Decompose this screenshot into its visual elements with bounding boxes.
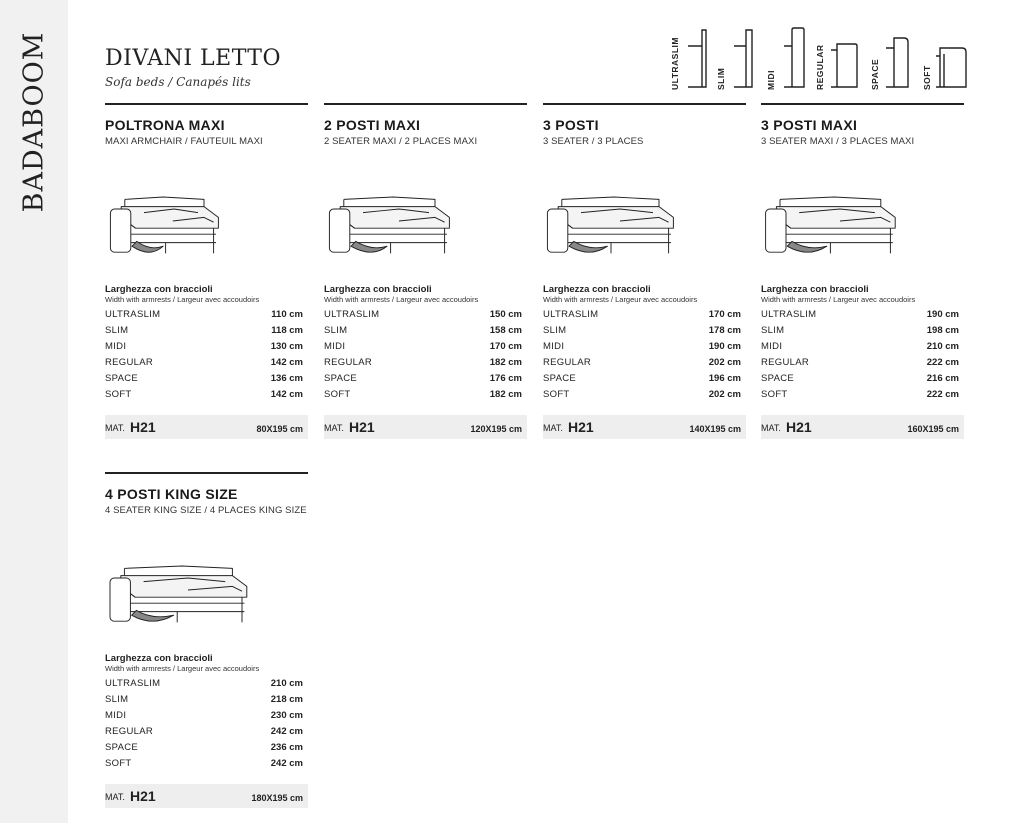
table-row: [324, 354, 527, 370]
row-value: 190 cm: [708, 341, 741, 352]
table-row: [105, 322, 308, 338]
table-row: [105, 306, 308, 322]
row-value: 118 cm: [271, 325, 303, 336]
width-sublabel: Width with armrests / Largeur avec accoudoirs: [324, 295, 479, 304]
row-label: ULTRASLIM: [324, 309, 380, 320]
row-label: SPACE: [324, 373, 358, 384]
row-value: 170 cm: [708, 309, 741, 320]
row-label: SPACE: [105, 373, 139, 384]
mattress-bar: [105, 415, 308, 439]
row-value: 110 cm: [271, 309, 303, 320]
row-label: MIDI: [105, 710, 127, 721]
sidebar: [0, 0, 68, 823]
row-value: 142 cm: [270, 357, 303, 368]
mattress-bar: [761, 415, 964, 439]
row-label: SPACE: [761, 373, 795, 384]
armrest-regular-icon: [829, 24, 859, 90]
table-row: [761, 370, 964, 386]
row-label: REGULAR: [761, 357, 810, 368]
armrest-slim-icon: [730, 24, 756, 90]
row-value: 130 cm: [270, 341, 303, 352]
product-name: 3 POSTI: [543, 117, 599, 133]
row-value: 218 cm: [270, 694, 303, 705]
table-row: [105, 755, 308, 771]
armrest-label: SOFT: [922, 65, 932, 90]
row-value: 222 cm: [926, 389, 959, 400]
mat-label: MAT.: [105, 792, 125, 802]
row-label: SPACE: [105, 742, 139, 753]
row-value: 230 cm: [270, 710, 303, 721]
row-label: SLIM: [105, 325, 129, 336]
divider: [105, 472, 308, 474]
sofa-bed-icon: [326, 191, 460, 263]
table-row: [761, 338, 964, 354]
sofa-bed-icon: [545, 191, 683, 263]
row-value: 142 cm: [270, 389, 303, 400]
row-value: 136 cm: [270, 373, 303, 384]
sofa-bed-icon: [107, 560, 257, 632]
row-value: 210 cm: [926, 341, 959, 352]
mat-label: MAT.: [543, 423, 563, 433]
row-value: 176 cm: [489, 373, 522, 384]
width-sublabel: Width with armrests / Largeur avec accoudoirs: [761, 295, 916, 304]
row-value: 242 cm: [270, 758, 303, 769]
width-table: [105, 675, 308, 771]
row-value: 202 cm: [708, 389, 741, 400]
table-row: [761, 386, 964, 402]
table-row: [543, 322, 746, 338]
row-value: 196 cm: [708, 373, 741, 384]
armrest-label: MIDI: [766, 70, 776, 90]
row-value: 216 cm: [926, 373, 959, 384]
mattress-bar: [324, 415, 527, 439]
brand-logo: BADABOOM: [18, 31, 50, 213]
table-row: [105, 691, 308, 707]
armrest-ultraslim-icon: [684, 24, 710, 90]
row-label: ULTRASLIM: [761, 309, 817, 320]
mat-label: MAT.: [761, 423, 781, 433]
product-name: 2 POSTI MAXI: [324, 117, 421, 133]
table-row: [324, 386, 527, 402]
width-table: [543, 306, 746, 402]
width-table: [105, 306, 308, 402]
row-value: 182 cm: [489, 357, 522, 368]
row-label: MIDI: [761, 341, 783, 352]
table-row: [543, 306, 746, 322]
row-value: 222 cm: [926, 357, 959, 368]
table-row: [324, 306, 527, 322]
armrest-midi-icon: [780, 24, 806, 90]
row-label: SOFT: [105, 389, 132, 400]
divider: [324, 103, 527, 105]
product-subtitle: 2 SEATER MAXI / 2 PLACES MAXI: [324, 136, 478, 147]
row-value: 190 cm: [926, 309, 959, 320]
table-row: [761, 306, 964, 322]
sofa-bed-icon: [763, 191, 905, 263]
mat-label: MAT.: [324, 423, 344, 433]
row-label: SOFT: [324, 389, 351, 400]
row-value: 158 cm: [489, 325, 522, 336]
row-label: SLIM: [105, 694, 129, 705]
width-label: Larghezza con braccioli: [543, 284, 651, 295]
page-title: DIVANI LETTO: [105, 46, 282, 71]
width-label: Larghezza con braccioli: [324, 284, 432, 295]
width-label: Larghezza con braccioli: [761, 284, 869, 295]
table-row: [105, 739, 308, 755]
row-label: REGULAR: [543, 357, 592, 368]
table-row: [324, 338, 527, 354]
mat-code: H21: [130, 788, 156, 804]
table-row: [105, 338, 308, 354]
divider: [761, 103, 964, 105]
row-value: 150 cm: [489, 309, 522, 320]
table-row: [105, 386, 308, 402]
mat-code: H21: [130, 419, 156, 435]
width-table: [324, 306, 527, 402]
row-value: 170 cm: [489, 341, 522, 352]
armrest-label: ULTRASLIM: [670, 37, 680, 90]
divider: [543, 103, 746, 105]
row-label: REGULAR: [324, 357, 373, 368]
mattress-size: 120X195 cm: [470, 424, 522, 434]
product-name: 4 POSTI KING SIZE: [105, 486, 238, 502]
row-label: SOFT: [761, 389, 788, 400]
table-row: [324, 370, 527, 386]
product-subtitle: 3 SEATER MAXI / 3 PLACES MAXI: [761, 136, 915, 147]
row-value: 202 cm: [708, 357, 741, 368]
sofa-bed-icon: [107, 191, 229, 263]
row-label: SPACE: [543, 373, 577, 384]
row-label: ULTRASLIM: [105, 309, 161, 320]
row-value: 178 cm: [708, 325, 741, 336]
row-value: 210 cm: [270, 678, 303, 689]
mattress-bar: [105, 784, 308, 808]
armrest-space-icon: [884, 24, 910, 90]
row-value: 182 cm: [489, 389, 522, 400]
width-sublabel: Width with armrests / Largeur avec accoudoirs: [105, 664, 260, 673]
product-subtitle: 3 SEATER / 3 PLACES: [543, 136, 644, 147]
width-label: Larghezza con braccioli: [105, 284, 213, 295]
page-subtitle: Sofa beds / Canapés lits: [105, 75, 251, 89]
table-row: [761, 354, 964, 370]
row-label: MIDI: [543, 341, 565, 352]
table-row: [324, 322, 527, 338]
row-label: SLIM: [761, 325, 785, 336]
row-value: 198 cm: [926, 325, 959, 336]
row-label: MIDI: [324, 341, 346, 352]
table-row: [105, 723, 308, 739]
armrest-legend: [670, 24, 970, 92]
row-label: ULTRASLIM: [105, 678, 161, 689]
mattress-size: 80X195 cm: [256, 424, 303, 434]
product-subtitle: 4 SEATER KING SIZE / 4 PLACES KING SIZE: [105, 505, 307, 516]
row-label: REGULAR: [105, 726, 154, 737]
mat-code: H21: [568, 419, 594, 435]
table-row: [105, 675, 308, 691]
table-row: [543, 370, 746, 386]
mattress-bar: [543, 415, 746, 439]
row-value: 236 cm: [270, 742, 303, 753]
armrest-label: SPACE: [870, 58, 880, 90]
width-sublabel: Width with armrests / Largeur avec accoudoirs: [105, 295, 260, 304]
width-sublabel: Width with armrests / Largeur avec accoudoirs: [543, 295, 698, 304]
divider: [105, 103, 308, 105]
row-label: ULTRASLIM: [543, 309, 599, 320]
mattress-size: 140X195 cm: [689, 424, 741, 434]
row-label: SLIM: [324, 325, 348, 336]
table-row: [543, 338, 746, 354]
product-name: 3 POSTI MAXI: [761, 117, 858, 133]
armrest-soft-icon: [934, 24, 968, 90]
row-label: REGULAR: [105, 357, 154, 368]
mat-code: H21: [349, 419, 375, 435]
table-row: [543, 354, 746, 370]
table-row: [105, 370, 308, 386]
width-label: Larghezza con braccioli: [105, 653, 213, 664]
mat-label: MAT.: [105, 423, 125, 433]
row-label: SOFT: [105, 758, 132, 769]
row-value: 242 cm: [270, 726, 303, 737]
table-row: [105, 707, 308, 723]
product-subtitle: MAXI ARMCHAIR / FAUTEUIL MAXI: [105, 136, 263, 147]
mat-code: H21: [786, 419, 812, 435]
armrest-label: SLIM: [716, 67, 726, 90]
row-label: SLIM: [543, 325, 567, 336]
mattress-size: 160X195 cm: [907, 424, 959, 434]
product-name: POLTRONA MAXI: [105, 117, 225, 133]
mattress-size: 180X195 cm: [251, 793, 303, 803]
row-label: MIDI: [105, 341, 127, 352]
row-label: SOFT: [543, 389, 570, 400]
table-row: [543, 386, 746, 402]
width-table: [761, 306, 964, 402]
table-row: [761, 322, 964, 338]
armrest-label: REGULAR: [815, 44, 825, 90]
table-row: [105, 354, 308, 370]
